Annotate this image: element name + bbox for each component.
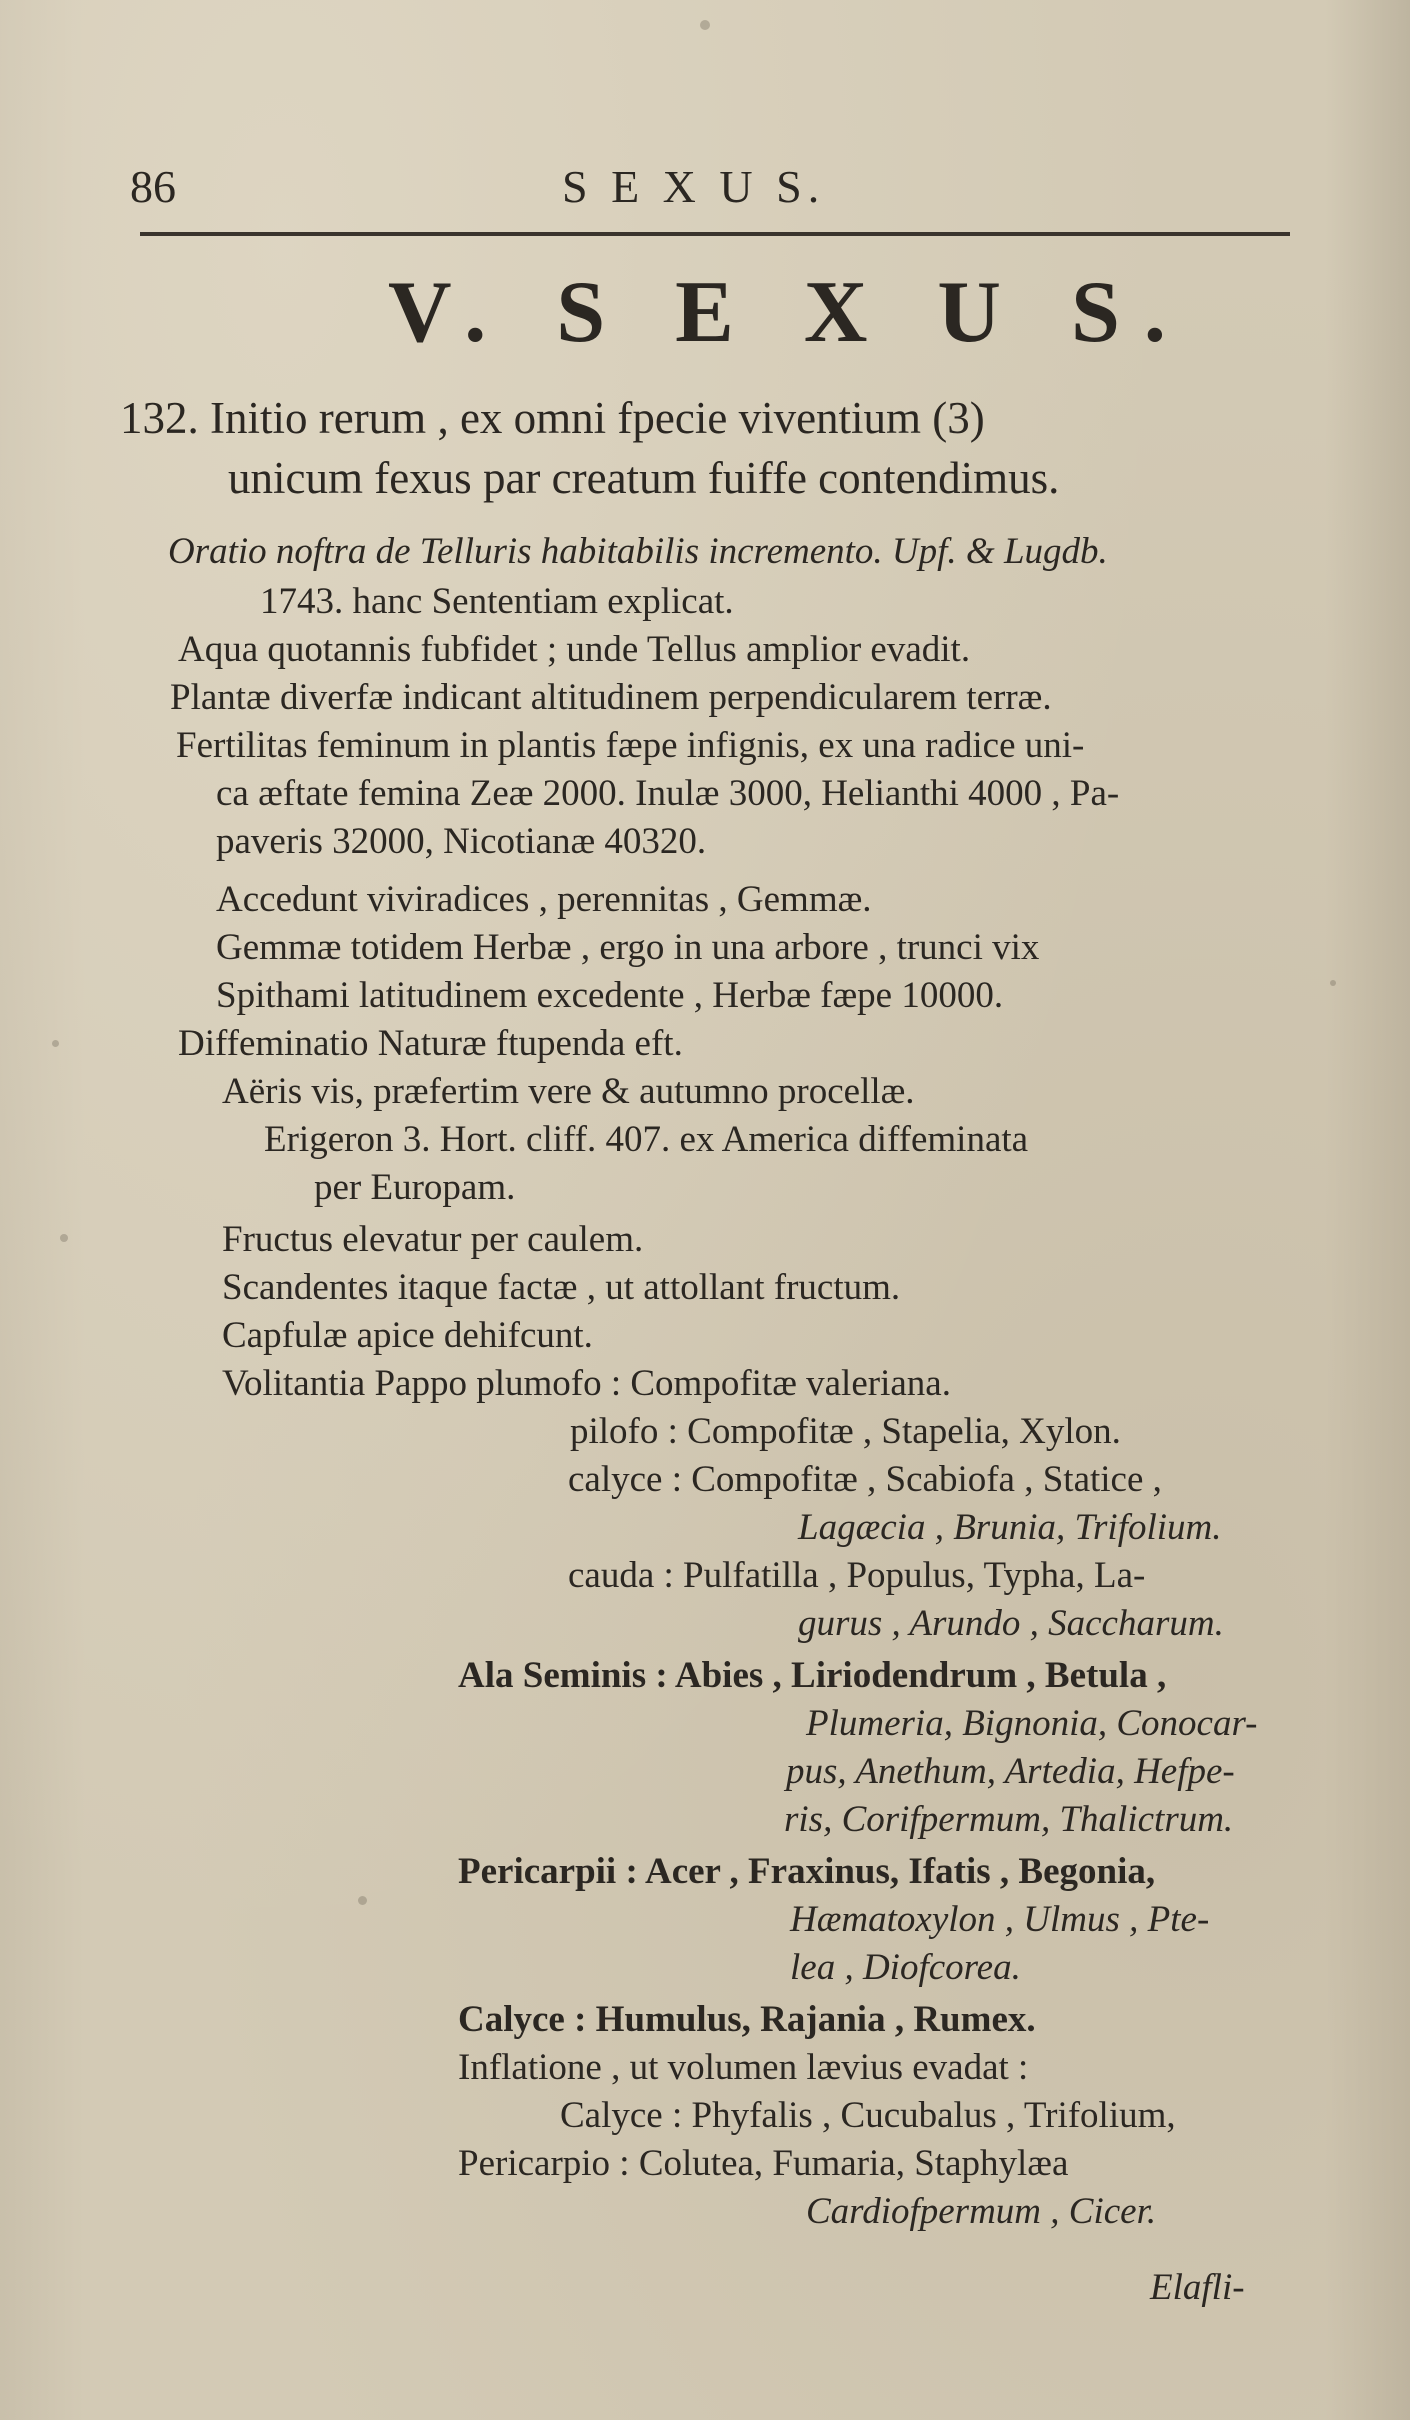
note-line: Inflatione , ut volumen lævius evadat : (458, 2047, 1029, 2088)
note-line: pus, Anethum, Artedia, Hefpe- (786, 1751, 1235, 1792)
note-line: Calyce : Phyfalis , Cucubalus , Trifolium, (560, 2095, 1176, 2136)
note-line: Calyce : Humulus, Rajania , Rumex. (458, 1999, 1036, 2040)
note-line: pilofo : Compofitæ , Stapelia, Xylon. (570, 1411, 1121, 1452)
note-line: ris, Corifpermum, Thalictrum. (784, 1799, 1234, 1840)
note-line: Pericarpii : Acer , Fraxinus, Ifatis , Begonia, (458, 1851, 1156, 1892)
note-line: ca æftate femina Zeæ 2000. Inulæ 3000, Helianthi 4000 , Pa- (216, 773, 1120, 814)
note-line: per Europam. (314, 1167, 516, 1208)
catchword: Elafli- (1150, 2267, 1245, 2308)
note-line: Hæmatoxylon , Ulmus , Pte- (790, 1899, 1210, 1940)
note-line: paveris 32000, Nicotianæ 40320. (216, 821, 707, 862)
note-line: Aqua quotannis fubfidet ; unde Tellus amplior evadit. (178, 629, 971, 670)
chapter-title: V. S E X U S. (388, 264, 1190, 361)
note-line: Spithami latitudinem excedente , Herbæ fæpe 10000. (216, 975, 1004, 1016)
note-line: lea , Diofcorea. (790, 1947, 1021, 1988)
note-line: Plumeria, Bignonia, Conocar- (806, 1703, 1258, 1744)
note-line: Cardiofpermum , Cicer. (806, 2191, 1157, 2232)
note-line: Lagæcia , Brunia, Trifolium. (798, 1507, 1222, 1548)
note-line: Volitantia Pappo plumofo : Compofitæ valeriana. (222, 1363, 951, 1404)
paper-speck (60, 1234, 68, 1242)
note-line: Erigeron 3. Hort. cliff. 407. ex America diffeminata (264, 1119, 1029, 1160)
paper-speck (700, 20, 710, 30)
paper-speck (1330, 980, 1336, 986)
note-line: Fertilitas feminum in plantis fæpe infignis, ex una radice uni- (176, 725, 1085, 766)
note-line: Scandentes itaque factæ , ut attollant fructum. (222, 1267, 901, 1308)
note-line: Pericarpio : Colutea, Fumaria, Staphylæa (458, 2143, 1069, 2184)
note-line: Gemmæ totidem Herbæ , ergo in una arbore , trunci vix (216, 927, 1040, 968)
paper-speck (358, 1896, 367, 1905)
paragraph-132-line-1: 132. Initio rerum , ex omni fpecie viventium (3) (120, 393, 985, 443)
note-line: Oratio noftra de Telluris habitabilis incremento. Upf. & Lugdb. (168, 531, 1108, 572)
note-line: Diffeminatio Naturæ ftupenda eft. (178, 1023, 683, 1064)
note-line: Ala Seminis : Abies , Liriodendrum , Betula , (458, 1655, 1167, 1696)
note-line: calyce : Compofitæ , Scabiofa , Statice , (568, 1459, 1162, 1500)
note-line: Fructus elevatur per caulem. (222, 1219, 644, 1260)
note-line: Capfulæ apice dehifcunt. (222, 1315, 593, 1356)
note-line: Accedunt viviradices , perennitas , Gemmæ. (216, 879, 872, 920)
note-line: gurus , Arundo , Saccharum. (798, 1603, 1224, 1644)
note-line: cauda : Pulfatilla , Populus, Typha, La- (568, 1555, 1146, 1596)
paragraph-132-line-2: unicum fexus par creatum fuiffe contendimus. (228, 453, 1060, 503)
note-line: 1743. hanc Sententiam explicat. (260, 581, 734, 622)
running-title: S E X U S. (562, 161, 826, 212)
header-rule (140, 232, 1290, 236)
page-number: 86 (130, 161, 176, 212)
note-line: Plantæ diverfæ indicant altitudinem perpendicularem terræ. (170, 677, 1052, 718)
note-line: Aëris vis, præfertim vere & autumno procellæ. (222, 1071, 915, 1112)
paper-speck (52, 1040, 59, 1047)
